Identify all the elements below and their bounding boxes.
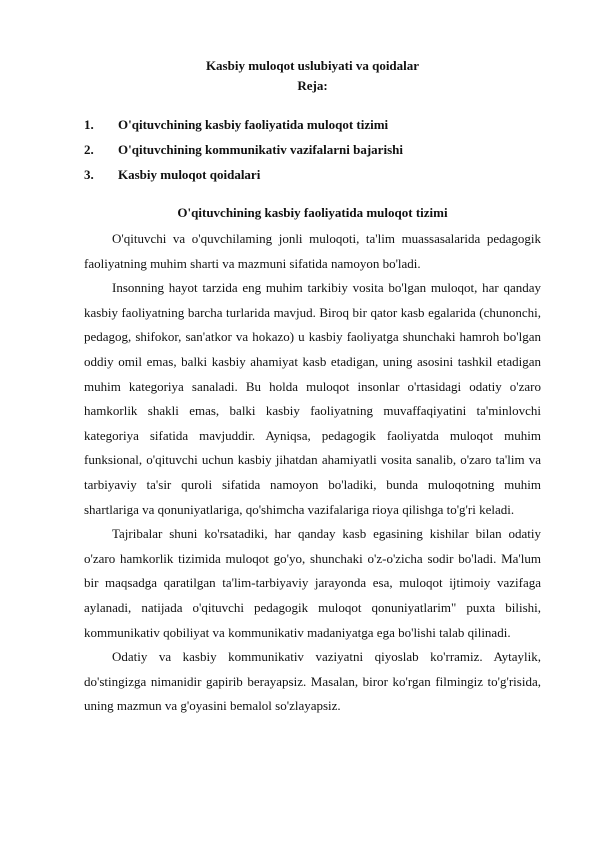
body-paragraph: Insonning hayot tarzida eng muhim tarkibiy vosita bo'lgan muloqot, har qanday kasbiy faoliyatning barcha turlarida mavjud. Biroq bir qator kasb egalarida (chunonchi, pedagog, shifokor, san'atkor va hokazo) u kasbiy faoliyatga shunchaki hamroh bo'lgan oddiy omil emas, balki kasbiy ahamiyat kasb etadigan, uning asosini tashkil etadigan muhim kategoriya sanaladi. Bu holda muloqot insonlar o'rtasidagi odatiy o'zaro hamkorlik shakli emas, balki kasbiy faoliyatning muvaffaqiyatini ta'minlovchi kategoriya sifatida mavjuddir. Ayniqsa, pedagogik faoliyatda muloqot muhim funksional, o'qituvchi uchun kasbiy jihatdan ahamiyatli vosita sanalib, o'zaro ta'lim va tarbiyaviy ta'sir quroli sifatida namoyon bo'ladiki, bunda muloqotning muhim shartlariga va qonuniyatlariga, qo'shimcha vazifalariga rioya qilishga to'g'ri keladi. bbox=[84, 280, 541, 517]
plan-item-text: O'qituvchining kommunikativ vazifalarni bajarishi bbox=[118, 142, 403, 157]
body-paragraph: Tajribalar shuni ko'rsatadiki, har qanday kasb egasining kishilar bilan odatiy o'zaro hamkorlik tizimida muloqot go'yo, shunchaki o'z-o'zicha sodir bo'ladi. Ma'lum bir maqsadga qaratilgan ta'lim-tarbiyaviy jarayonda esa, muloqot ijtimoiy vazifaga aylanadi, natijada o'qituvchi pedagogik muloqot qonuniyatlarim" puxta bilishi, kommunikativ qobiliyat va kommunikativ madaniyatga ega bo'lishi talab qilinadi. bbox=[84, 526, 541, 640]
plan-item-number: 2. bbox=[84, 142, 94, 157]
plan-list bbox=[84, 112, 541, 187]
plan-item bbox=[84, 162, 541, 187]
body-paragraph: O'qituvchi va o'quvchilaming jonli muloqoti, ta'lim muassasalarida pedagogik faoliyatning muhim sharti va mazmuni sifatida namoyon bo'ladi. bbox=[84, 231, 541, 271]
plan-item bbox=[84, 137, 541, 162]
plan-item-number: 3. bbox=[84, 167, 94, 182]
plan-item bbox=[84, 112, 541, 137]
plan-item-text: Kasbiy muloqot qoidalari bbox=[118, 167, 261, 182]
document-title: Kasbiy muloqot uslubiyati va qoidalar bbox=[205, 58, 420, 73]
plan-item-number: 1. bbox=[84, 117, 94, 132]
plan-heading: Reja: bbox=[297, 78, 328, 93]
plan-item-text: O'qituvchining kasbiy faoliyatida muloqot tizimi bbox=[118, 117, 389, 132]
body-paragraph: Odatiy va kasbiy kommunikativ vaziyatni qiyoslab ko'rramiz. Aytaylik, do'stingizga nimanidir gapirib berayapsiz. Masalan, biror ko'rgan filmingiz to'g'risida, uning mazmun va g'oyasini bemalol so'zlayapsiz. bbox=[84, 649, 541, 714]
section-title: O'qituvchining kasbiy faoliyatida muloqot tizimi bbox=[177, 205, 448, 220]
